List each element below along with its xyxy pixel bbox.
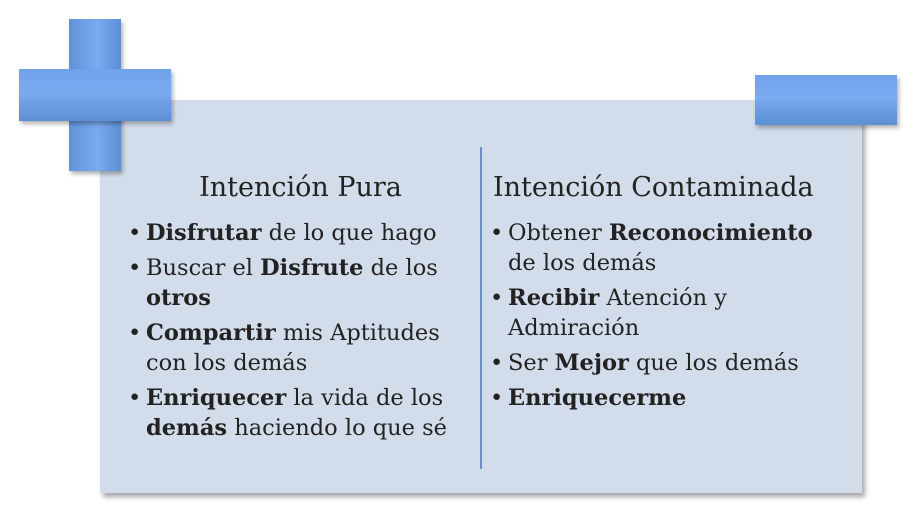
- contaminated-intention-column: [490, 168, 845, 418]
- contaminated-intention-list: [490, 218, 845, 413]
- bold-text: Disfrute: [260, 255, 364, 281]
- text: mis Aptitudes con los demás: [146, 320, 440, 376]
- text: de los demás: [508, 250, 657, 276]
- text: de lo que hago: [261, 220, 437, 246]
- pure-intention-column: [128, 168, 473, 448]
- bold-text: otros: [146, 285, 211, 311]
- plus-icon: [19, 69, 171, 121]
- contaminated-intention-title: Intención Contaminada: [493, 172, 814, 203]
- bold-text: Enriquecerme: [508, 385, 687, 411]
- bold-text: Mejor: [554, 350, 629, 376]
- column-divider: [480, 147, 482, 469]
- pure-intention-title: Intención Pura: [199, 172, 402, 203]
- text: de los: [363, 255, 438, 281]
- list-item: [490, 283, 845, 343]
- bold-text: Disfrutar: [146, 220, 262, 246]
- bold-text: demás: [146, 415, 228, 441]
- bold-text: Compartir: [146, 320, 276, 346]
- text: Buscar el: [146, 255, 261, 281]
- text: Obtener: [508, 220, 609, 246]
- text: haciendo lo que sé: [227, 415, 447, 441]
- list-item: [128, 318, 473, 378]
- list-item: [490, 348, 845, 378]
- list-item: [128, 218, 473, 248]
- list-item: [490, 218, 845, 278]
- list-item: [128, 253, 473, 313]
- bold-text: Enriquecer: [146, 385, 287, 411]
- bold-text: Reconocimiento: [608, 220, 813, 246]
- bold-text: Recibir: [508, 285, 600, 311]
- text: la vida de los: [286, 385, 444, 411]
- pure-intention-list: [128, 218, 473, 443]
- text: Ser: [508, 350, 555, 376]
- text: Atención y Admiración: [508, 285, 727, 341]
- list-item: [490, 383, 845, 413]
- text: que los demás: [628, 350, 799, 376]
- minus-icon: [755, 75, 897, 125]
- list-item: [128, 383, 473, 443]
